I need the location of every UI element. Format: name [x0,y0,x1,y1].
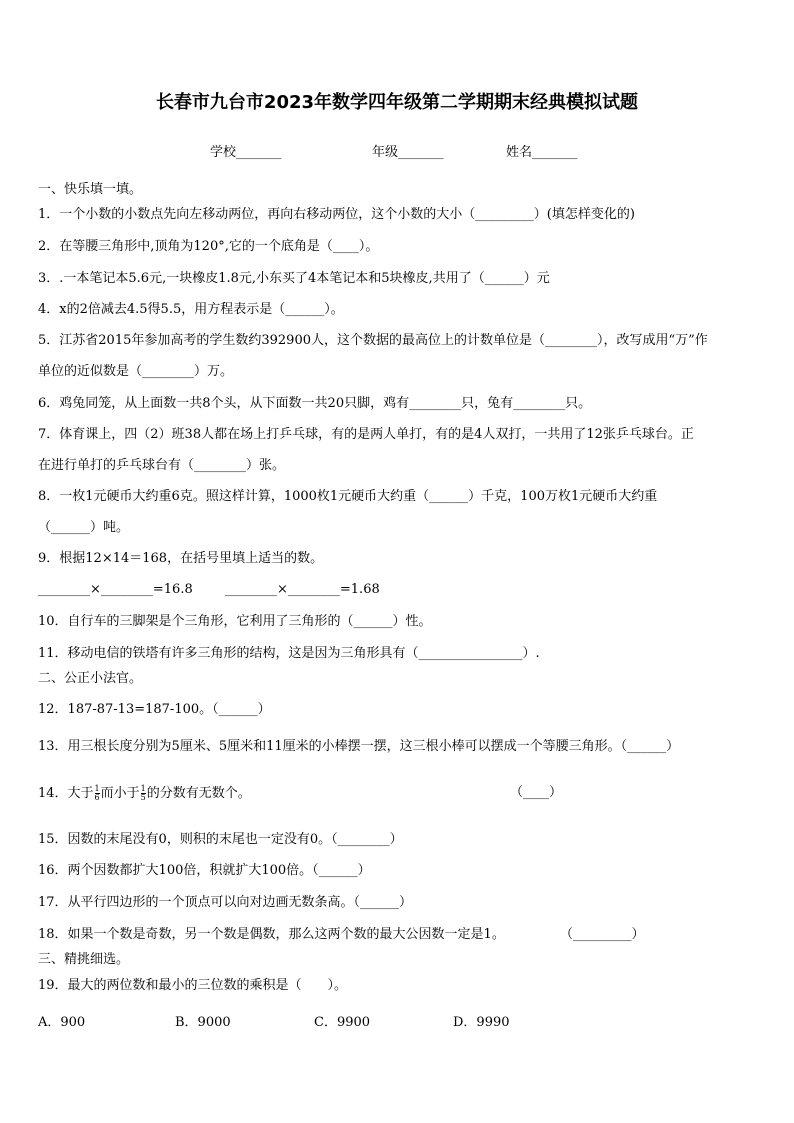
section-heading-3: 三、精挑细选。 [38,952,130,967]
question-9-line-1 [38,551,323,567]
question-9-prefix: 9．根据 [38,551,86,566]
page-title: 长春市九台市2023年数学四年级第二学期期末经典模拟试题 [155,92,639,113]
question-12: 12．187-87-13=187-100。（______） [38,702,271,717]
question-9-blank-left: ________×________=16.8 [38,582,193,597]
fraction-denominator: 6 [94,793,100,802]
grade-field[interactable]: 年级_______ [372,145,444,160]
question-15: 15．因数的末尾没有0，则积的末尾也一定没有0。（________） [38,832,403,847]
question-9-equation: 12×14＝168 [85,551,168,566]
question-10: 10．自行车的三脚架是个三角形，它利用了三角形的（______）性。 [38,614,432,629]
question-13: 13．用三根长度分别为5厘米、5厘米和11厘米的小棒摆一摆，这三根小棒可以摆成一个等腰三角形。（______） [38,739,680,754]
question-3: 3．.一本笔记本5.6元,一块橡皮1.8元,小东买了4本笔记本和5块橡皮,共用了（______）元 [38,271,550,286]
fraction-denominator: 5 [140,793,146,802]
option-c[interactable]: C．9900 [314,1015,371,1030]
question-9-blank-right: ________×________=1.68 [225,582,380,597]
name-field[interactable]: 姓名_______ [506,145,578,160]
fraction-one-fifth [141,785,146,802]
question-14-prefix: 14．大于 [38,786,94,801]
question-18-answer-blank: （_________） [560,927,645,942]
question-19: 19．最大的两位数和最小的三位数的乘积是（ ）。 [38,978,348,993]
section-heading-1: 一、快乐填一填。 [38,182,143,197]
question-8-line-2: （______）吨。 [38,520,130,535]
question-14-mid: 而小于 [100,786,140,801]
question-5-line-2: 单位的近似数是（________）万。 [38,364,234,379]
question-4: 4．x的2倍减去4.5得5.5，用方程表示是（______）。 [38,302,344,317]
question-18: 18．如果一个数是奇数，另一个数是偶数，那么这两个数的最大公因数一定是1。 [38,927,505,942]
question-14-answer-blank: （____） [510,785,563,800]
fraction-numerator: 1 [140,784,146,793]
question-17: 17．从平行四边形的一个顶点可以向对边画无数条高。（______） [38,895,413,910]
question-2: 2．在等腰三角形中,顶角为120°,它的一个底角是（____）。 [38,239,379,254]
question-8-line-1: 8．一枚1元硬币大约重6克。照这样计算，1000枚1元硬币大约重（______）千克，100万枚1元硬币大约重 [38,489,658,504]
question-14 [38,785,251,802]
question-14-suffix: 的分数有无数个。 [146,786,251,801]
question-7-line-2: 在进行单打的乒乓球台有（________）张。 [38,458,286,473]
question-6: 6．鸡兔同笼，从上面数一共8个头，从下面数一共20只脚，鸡有________只，兔有________只。 [38,396,592,411]
option-d[interactable]: D．9990 [453,1015,510,1030]
question-9-suffix: ，在括号里填上适当的数。 [167,551,324,566]
question-16: 16．两个因数都扩大100倍，积就扩大100倍。（______） [38,863,371,878]
fraction-numerator: 1 [94,784,100,793]
option-a[interactable]: A．900 [38,1015,86,1030]
fraction-one-sixth [95,785,100,802]
question-7-line-1: 7．体育课上，四（2）班38人都在场上打乒乓球，有的是两人单打，有的是4人双打，一共用了12张乒乓球台。正 [38,427,694,442]
option-b[interactable]: B．9000 [175,1015,231,1030]
school-field[interactable]: 学校_______ [210,145,282,160]
question-5-line-1: 5．江苏省2015年参加高考的学生数约392900人，这个数据的最高位上的计数单位是（________），改写成用“万”作 [38,333,708,348]
question-11: 11．移动电信的铁塔有许多三角形的结构，这是因为三角形具有（________________）. [38,646,540,661]
section-heading-2: 二、公正小法官。 [38,671,143,686]
question-1: 1．一个小数的小数点先向左移动两位，再向右移动两位，这个小数的大小（_________）(填怎样变化的) [38,207,635,222]
